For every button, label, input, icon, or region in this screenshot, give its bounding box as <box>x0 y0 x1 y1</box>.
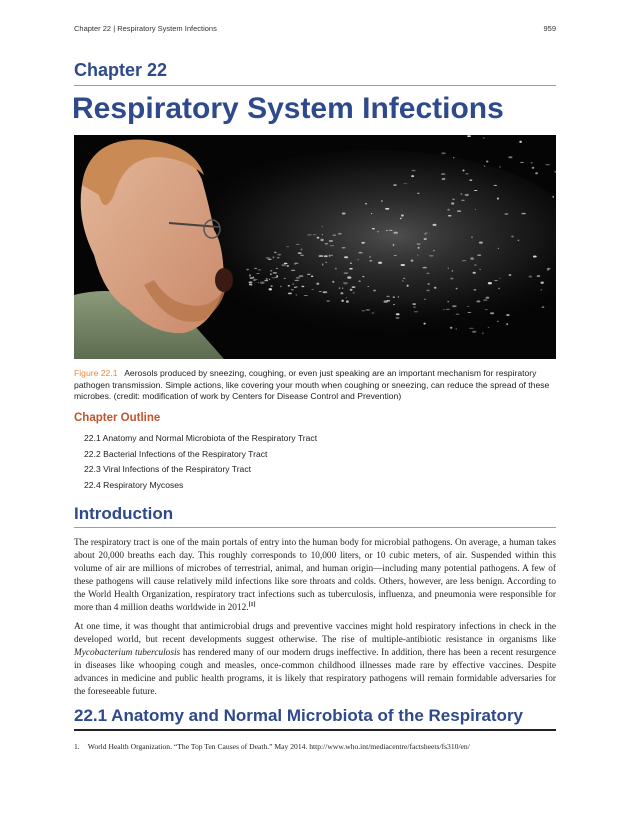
droplet <box>443 309 445 310</box>
droplet <box>269 279 270 280</box>
droplet <box>545 164 549 165</box>
droplet <box>253 277 254 278</box>
droplet <box>552 196 554 198</box>
droplet <box>288 293 292 295</box>
droplet <box>427 283 429 285</box>
droplet <box>482 332 483 334</box>
droplet <box>467 135 471 137</box>
droplet <box>346 300 349 302</box>
droplet <box>411 175 414 177</box>
droplet <box>473 289 476 290</box>
droplet <box>393 297 395 298</box>
droplet <box>298 252 302 254</box>
droplet <box>381 200 383 202</box>
droplet <box>426 290 430 292</box>
droplet <box>447 209 450 211</box>
droplet <box>414 311 418 312</box>
paragraph-text-end: has rendered many of our modern drugs ineffective. In addition, there has been a recent resurgence in diseases like whooping cough and measles, once-common childhood illnesses made rare by effective vaccines. Despite advances in medicine and public health programs, it is likely that respiratory pathogens will remain formidable adversaries for the foreseeable future. <box>74 647 556 697</box>
droplet <box>479 269 480 270</box>
droplet <box>346 297 347 298</box>
droplet <box>497 321 499 322</box>
droplet <box>342 247 346 248</box>
droplet <box>326 301 329 302</box>
droplet <box>412 303 416 304</box>
droplet <box>299 275 304 277</box>
droplet <box>322 263 324 265</box>
footnote-reference[interactable]: [1] <box>248 601 256 608</box>
droplet <box>352 286 356 288</box>
outline-item[interactable]: 22.2 Bacterial Infections of the Respiratory Tract <box>84 448 268 459</box>
outline-item[interactable]: 22.4 Respiratory Mycoses <box>84 479 184 490</box>
droplet <box>461 200 464 201</box>
droplet <box>394 255 397 256</box>
droplet <box>508 156 512 158</box>
droplet <box>411 260 414 262</box>
droplet <box>300 255 304 256</box>
droplet <box>287 265 289 266</box>
droplet <box>467 306 469 307</box>
droplet <box>511 236 514 238</box>
droplet <box>322 234 323 235</box>
droplet <box>291 270 295 271</box>
droplet <box>320 239 323 241</box>
droplet <box>535 172 538 174</box>
droplet <box>280 286 282 287</box>
droplet <box>284 278 286 279</box>
droplet <box>361 310 365 311</box>
droplet <box>475 209 476 210</box>
chapter-title: Respiratory System Infections <box>72 92 504 125</box>
droplet <box>295 280 299 281</box>
droplet <box>477 255 481 256</box>
droplet <box>424 238 427 240</box>
droplet <box>339 287 340 289</box>
droplet <box>386 296 390 298</box>
paragraph-text: The respiratory tract is one of the main portals of entry into the human body for microbial pathogens. On average, a human takes about 20,000 breaths each day. This roughly corresponds to 10,000 liters, or 10 cubic meters, of air. Suspended within this volume of air are millions of microbes of terrestrial, animal, and human origin—including many potential pathogens. A few of these pathogens will cause relatively mild infections like sore throats and colds. Others, however, are less benign. According to the World Health Organization, respiratory tract infections such as tuberculosis, influenza, and pneumonia were responsible for more than 4 million deaths worldwide in 2012. <box>74 538 556 613</box>
droplet <box>369 256 371 257</box>
droplet <box>509 274 512 276</box>
droplet <box>353 292 355 293</box>
droplet <box>291 289 294 290</box>
droplet <box>396 313 400 315</box>
droplet <box>266 278 268 280</box>
sneeze-illustration <box>74 135 556 359</box>
droplet <box>450 327 453 329</box>
droplet <box>520 162 524 163</box>
droplet <box>452 305 457 307</box>
droplet <box>269 288 272 290</box>
droplet <box>407 285 409 287</box>
droplet <box>369 260 372 261</box>
droplet <box>340 292 343 294</box>
droplet <box>258 282 259 283</box>
droplet <box>412 170 416 172</box>
droplet <box>531 162 533 163</box>
droplet <box>483 299 488 301</box>
droplet <box>497 197 499 199</box>
droplet <box>393 244 395 246</box>
droplet <box>325 262 327 263</box>
droplet <box>307 274 311 275</box>
droplet <box>295 264 296 265</box>
droplet <box>521 213 526 214</box>
droplet <box>417 255 418 256</box>
paragraph-text-start: At one time, it was thought that antimicrobial drugs and preventive vaccines might hold respiratory infections in check in the developed world, but recent developments suggest otherwise. The rise of multiple-antibiotic resistance in organisms like <box>74 622 556 645</box>
droplet <box>246 269 249 271</box>
open-mouth <box>215 268 233 292</box>
droplet <box>505 213 509 214</box>
organism-name: Mycobacterium tuberculosis <box>74 647 181 658</box>
droplet <box>401 214 404 216</box>
droplet <box>313 234 317 235</box>
droplet <box>286 246 289 247</box>
droplet <box>249 274 251 276</box>
droplet <box>319 255 324 257</box>
footnote-text: World Health Organization. “The Top Ten Causes of Death.” May 2014. http://www.who.int/mediacentre/factsheets/fs310/en/ <box>87 742 470 751</box>
droplet <box>317 237 320 239</box>
droplet <box>343 282 348 284</box>
droplet <box>447 301 449 302</box>
droplet <box>402 280 403 281</box>
page-number: 959 <box>543 24 556 33</box>
droplet <box>469 328 474 329</box>
droplet <box>277 257 280 258</box>
outline-item[interactable]: 22.1 Anatomy and Normal Microbiota of the Respiratory Tract <box>84 433 318 443</box>
droplet <box>266 257 270 258</box>
droplet <box>272 256 274 258</box>
droplet <box>483 138 485 139</box>
droplet <box>332 234 336 236</box>
droplet <box>537 275 540 276</box>
droplet <box>264 280 268 281</box>
droplet <box>474 264 477 265</box>
droplet <box>271 285 273 286</box>
droplet <box>358 259 359 260</box>
droplet <box>448 268 450 269</box>
droplet <box>296 295 297 296</box>
droplet <box>506 323 508 325</box>
droplet <box>311 276 313 278</box>
figure-caption <box>74 368 556 403</box>
droplet <box>462 260 466 261</box>
droplet <box>372 228 375 229</box>
droplet <box>296 277 300 278</box>
droplet <box>532 167 535 169</box>
droplet <box>441 152 445 154</box>
droplet <box>393 184 397 185</box>
droplet <box>268 259 272 260</box>
section-heading: 22.1 Anatomy and Normal Microbiota of the Respiratory <box>74 706 556 731</box>
droplet <box>486 297 490 299</box>
droplet <box>389 230 393 231</box>
droplet <box>294 287 296 288</box>
droplet <box>307 234 311 235</box>
droplet <box>488 282 492 284</box>
running-title: Chapter 22 | Respiratory System Infections <box>74 24 217 33</box>
droplet <box>347 276 351 278</box>
droplet <box>276 268 279 269</box>
droplet <box>387 300 391 302</box>
droplet <box>254 268 257 269</box>
droplet <box>452 199 455 201</box>
droplet <box>425 233 428 234</box>
droplet <box>456 328 457 330</box>
droplet <box>476 300 480 302</box>
droplet <box>469 179 472 181</box>
droplet <box>417 243 421 244</box>
droplet <box>471 236 473 238</box>
droplet <box>335 268 337 270</box>
droplet <box>472 331 476 333</box>
droplet <box>296 244 300 245</box>
droplet <box>474 190 478 191</box>
droplet <box>401 264 406 266</box>
droplet <box>288 285 290 287</box>
droplet <box>423 267 427 269</box>
droplet <box>453 157 455 158</box>
chapter-label: Chapter 22 <box>74 60 556 86</box>
droplet <box>301 249 303 251</box>
droplet <box>547 269 550 271</box>
droplet <box>365 203 367 205</box>
droplet <box>358 281 360 282</box>
droplet <box>368 286 369 287</box>
droplet <box>361 242 364 244</box>
droplet <box>456 288 458 290</box>
droplet <box>462 170 464 172</box>
droplet <box>529 276 533 278</box>
figure-number: Figure 22.1 <box>74 368 118 378</box>
droplet <box>325 243 328 244</box>
droplet <box>470 257 474 259</box>
droplet <box>498 288 500 289</box>
droplet <box>393 304 395 305</box>
droplet <box>342 288 343 289</box>
droplet <box>274 252 277 254</box>
running-header <box>74 24 556 33</box>
droplet <box>448 215 452 216</box>
droplet <box>322 226 324 227</box>
droplet <box>249 281 253 283</box>
introduction-paragraph-1 <box>74 537 556 614</box>
figure-caption-text: Aerosols produced by sneezing, coughing, or even just speaking are an important mechanism for respiratory pathogen transmission. Simple actions, like covering your mouth when coughing or sneezing, can reduce the spread of these microbes. (credit: modification of work by Centers for Disease Control and Prevention) <box>74 368 550 401</box>
droplet <box>518 240 520 241</box>
droplet <box>350 289 353 291</box>
droplet <box>377 231 379 232</box>
droplet <box>258 269 262 270</box>
droplet <box>460 193 462 195</box>
droplet <box>396 317 400 319</box>
footnote <box>74 742 556 751</box>
droplet <box>319 291 322 292</box>
droplet <box>426 273 429 274</box>
droplet <box>494 280 498 281</box>
droplet <box>295 286 297 288</box>
droplet <box>398 296 399 297</box>
droplet <box>386 230 388 231</box>
droplet <box>260 282 265 284</box>
droplet <box>316 283 319 285</box>
chapter-outline-title: Chapter Outline <box>74 412 161 424</box>
introduction-heading: Introduction <box>74 504 556 528</box>
droplet <box>465 173 469 175</box>
droplet <box>378 262 382 264</box>
droplet <box>467 312 471 313</box>
droplet <box>403 278 405 279</box>
droplet <box>465 194 469 196</box>
droplet <box>385 208 389 210</box>
droplet <box>362 276 364 277</box>
droplet <box>372 313 375 314</box>
droplet <box>488 327 490 328</box>
droplet <box>429 255 433 256</box>
footnote-number: 1. <box>74 742 80 751</box>
droplet <box>277 254 281 256</box>
droplet <box>350 262 352 264</box>
droplet <box>373 290 376 292</box>
droplet <box>424 299 426 300</box>
droplet <box>273 272 277 274</box>
droplet <box>270 273 272 275</box>
droplet <box>499 278 501 279</box>
droplet <box>330 255 333 256</box>
droplet <box>479 242 483 244</box>
droplet <box>341 300 343 302</box>
droplet <box>484 166 486 167</box>
droplet <box>418 247 420 249</box>
figure-sneeze-photo <box>74 135 556 359</box>
droplet <box>371 213 372 214</box>
droplet <box>519 141 522 143</box>
droplet <box>270 270 272 271</box>
droplet <box>344 272 349 274</box>
droplet <box>413 306 415 308</box>
droplet <box>281 264 286 266</box>
droplet <box>304 295 308 296</box>
droplet <box>456 314 460 315</box>
droplet <box>284 263 288 265</box>
droplet <box>323 291 328 293</box>
droplet <box>434 287 437 289</box>
droplet <box>256 273 259 274</box>
droplet <box>358 252 362 254</box>
droplet <box>485 309 489 310</box>
droplet <box>311 289 314 290</box>
droplet <box>349 268 353 270</box>
droplet <box>498 248 499 249</box>
droplet <box>433 250 435 251</box>
droplet <box>433 224 437 226</box>
droplet <box>250 284 252 286</box>
droplet <box>324 255 328 257</box>
droplet <box>442 178 446 180</box>
droplet <box>450 278 453 280</box>
droplet <box>486 161 489 163</box>
droplet <box>499 166 501 168</box>
outline-item[interactable]: 22.3 Viral Infections of the Respiratory Tract <box>84 464 252 475</box>
droplet <box>253 280 255 281</box>
droplet <box>424 323 426 325</box>
droplet <box>292 284 294 285</box>
droplet <box>342 212 346 214</box>
droplet <box>275 277 278 278</box>
droplet <box>473 272 476 274</box>
droplet <box>494 185 498 186</box>
droplet <box>393 232 398 234</box>
droplet <box>506 314 510 316</box>
introduction-paragraph-2 <box>74 621 556 698</box>
chapter-outline-list <box>84 431 317 493</box>
droplet <box>338 233 342 235</box>
droplet <box>329 255 331 257</box>
droplet <box>332 281 334 283</box>
droplet <box>441 173 445 174</box>
droplet <box>329 240 333 241</box>
droplet <box>344 256 348 258</box>
droplet <box>417 193 420 194</box>
droplet <box>490 312 494 314</box>
droplet <box>457 211 461 212</box>
droplet <box>540 289 542 290</box>
droplet <box>533 256 537 258</box>
droplet <box>301 286 304 287</box>
droplet <box>446 309 450 310</box>
droplet <box>366 309 371 311</box>
droplet <box>541 282 544 284</box>
droplet <box>330 245 335 246</box>
droplet <box>403 183 407 184</box>
droplet <box>451 202 454 204</box>
droplet <box>400 218 402 220</box>
droplet <box>452 270 454 272</box>
droplet <box>542 307 545 308</box>
